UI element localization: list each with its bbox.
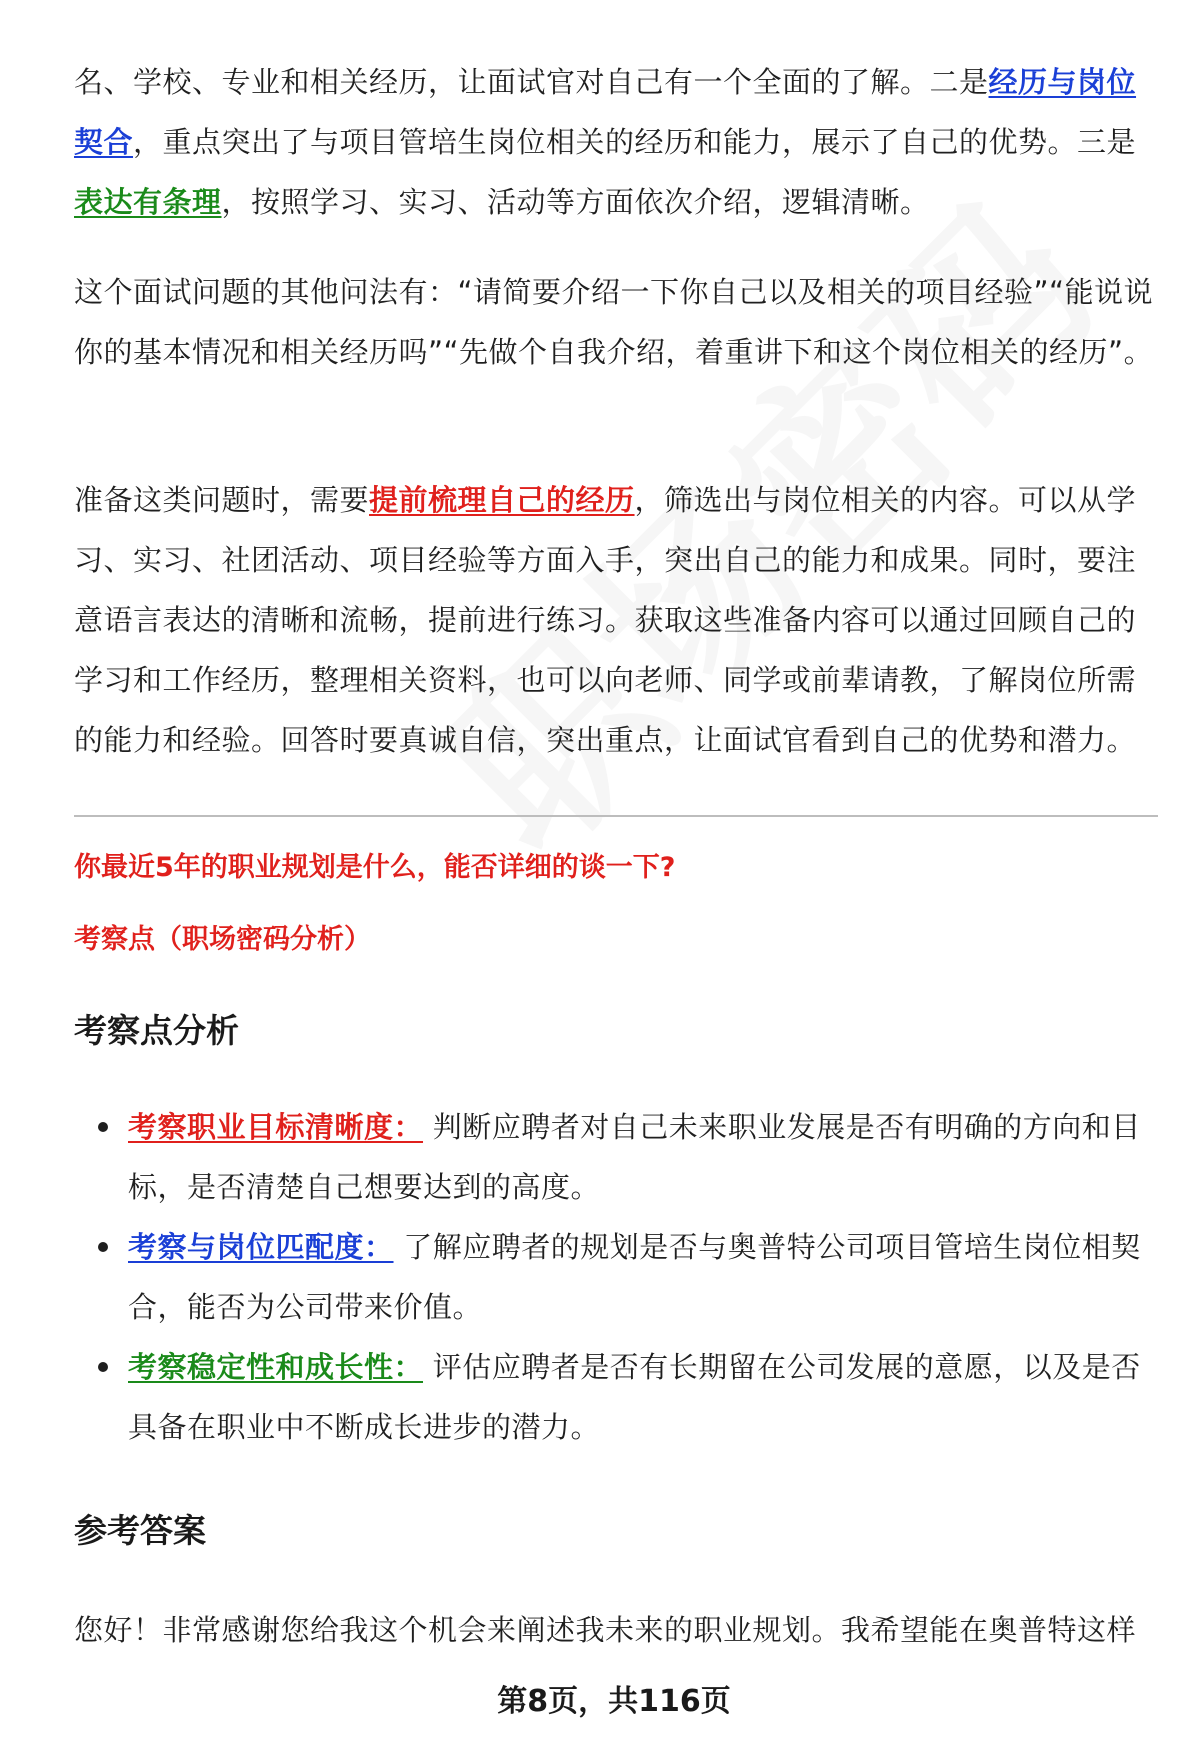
paragraph-2: 这个面试问题的其他问法有：“请简要介绍一下你自己以及相关的项目经验”“能说说你的基本情况和相关经历吗”“先做个自我介绍，着重讲下和这个岗位相关的经历”。 bbox=[74, 275, 1154, 369]
bullet-text: 评估应聘者是否有长期留在公司发展的意愿，以及是否具备在职业中不断成长进步的潜力。 bbox=[128, 1350, 1141, 1444]
analysis-list bbox=[74, 1097, 1154, 1457]
document-page bbox=[74, 0, 1154, 1755]
paragraph-3-text-b: ，筛选出与岗位相关的内容。可以从学习、实习、社团活动、项目经验等方面入手，突出自己的能力和成果。同时，要注意语言表达的清晰和流畅，提前进行练习。获取这些准备内容可以通过回顾自己的学习和工作经历，整理相关资料，也可以向老师、同学或前辈请教，了解岗位所需的能力和经验。回答时要真诚自信，突出重点，让面试官看到自己的优势和潜力。 bbox=[74, 483, 1137, 757]
bullet-text: 了解应聘者的规划是否与奥普特公司项目管培生岗位相契合，能否为公司带来价值。 bbox=[128, 1230, 1141, 1324]
paragraph-1-text-b: ，重点突出了与项目管培生岗位相关的经历和能力，展示了自己的优势。三是 bbox=[133, 125, 1137, 159]
paragraph-1 bbox=[74, 52, 1154, 232]
list-item bbox=[74, 1337, 1154, 1457]
bullet-icon bbox=[98, 1362, 108, 1372]
section-title-reference-answer: 参考答案 bbox=[74, 1511, 206, 1550]
paragraph-answer: 您好！非常感谢您给我这个机会来阐述我未来的职业规划。我希望能在奥普特这样 bbox=[74, 1613, 1137, 1647]
list-item bbox=[74, 1217, 1154, 1337]
bullet-text: 判断应聘者对自己未来职业发展是否有明确的方向和目标，是否清楚自己想要达到的高度。 bbox=[128, 1110, 1141, 1204]
bullet-icon bbox=[98, 1242, 108, 1252]
interview-question: 你最近5年的职业规划是什么，能否详细的谈一下? bbox=[74, 852, 676, 883]
bullet-icon bbox=[98, 1122, 108, 1132]
section-title-analysis: 考察点分析 bbox=[74, 1011, 239, 1050]
highlight-sort-experience: 提前梳理自己的经历 bbox=[369, 483, 635, 517]
paragraph-3 bbox=[74, 470, 1154, 770]
paragraph-1-text-c: ，按照学习、实习、活动等方面依次介绍，逻辑清晰。 bbox=[221, 185, 930, 219]
paragraph-1-text-a: 名、学校、专业和相关经历，让面试官对自己有一个全面的了解。二是 bbox=[74, 65, 989, 99]
bullet-label: 考察稳定性和成长性： bbox=[128, 1350, 424, 1384]
bullet-label: 考察职业目标清晰度： bbox=[128, 1110, 424, 1144]
list-item bbox=[74, 1097, 1154, 1217]
highlight-experience-fit: 经历与岗位契合 bbox=[74, 65, 1137, 159]
page-number: 第8页，共116页 bbox=[497, 1684, 731, 1719]
bullet-label: 考察与岗位匹配度： bbox=[128, 1230, 394, 1264]
highlight-organized-expression: 表达有条理 bbox=[74, 185, 222, 219]
section-divider bbox=[74, 815, 1158, 817]
paragraph-3-text-a: 准备这类问题时，需要 bbox=[74, 483, 370, 517]
question-subheading: 考察点（职场密码分析） bbox=[74, 924, 371, 955]
